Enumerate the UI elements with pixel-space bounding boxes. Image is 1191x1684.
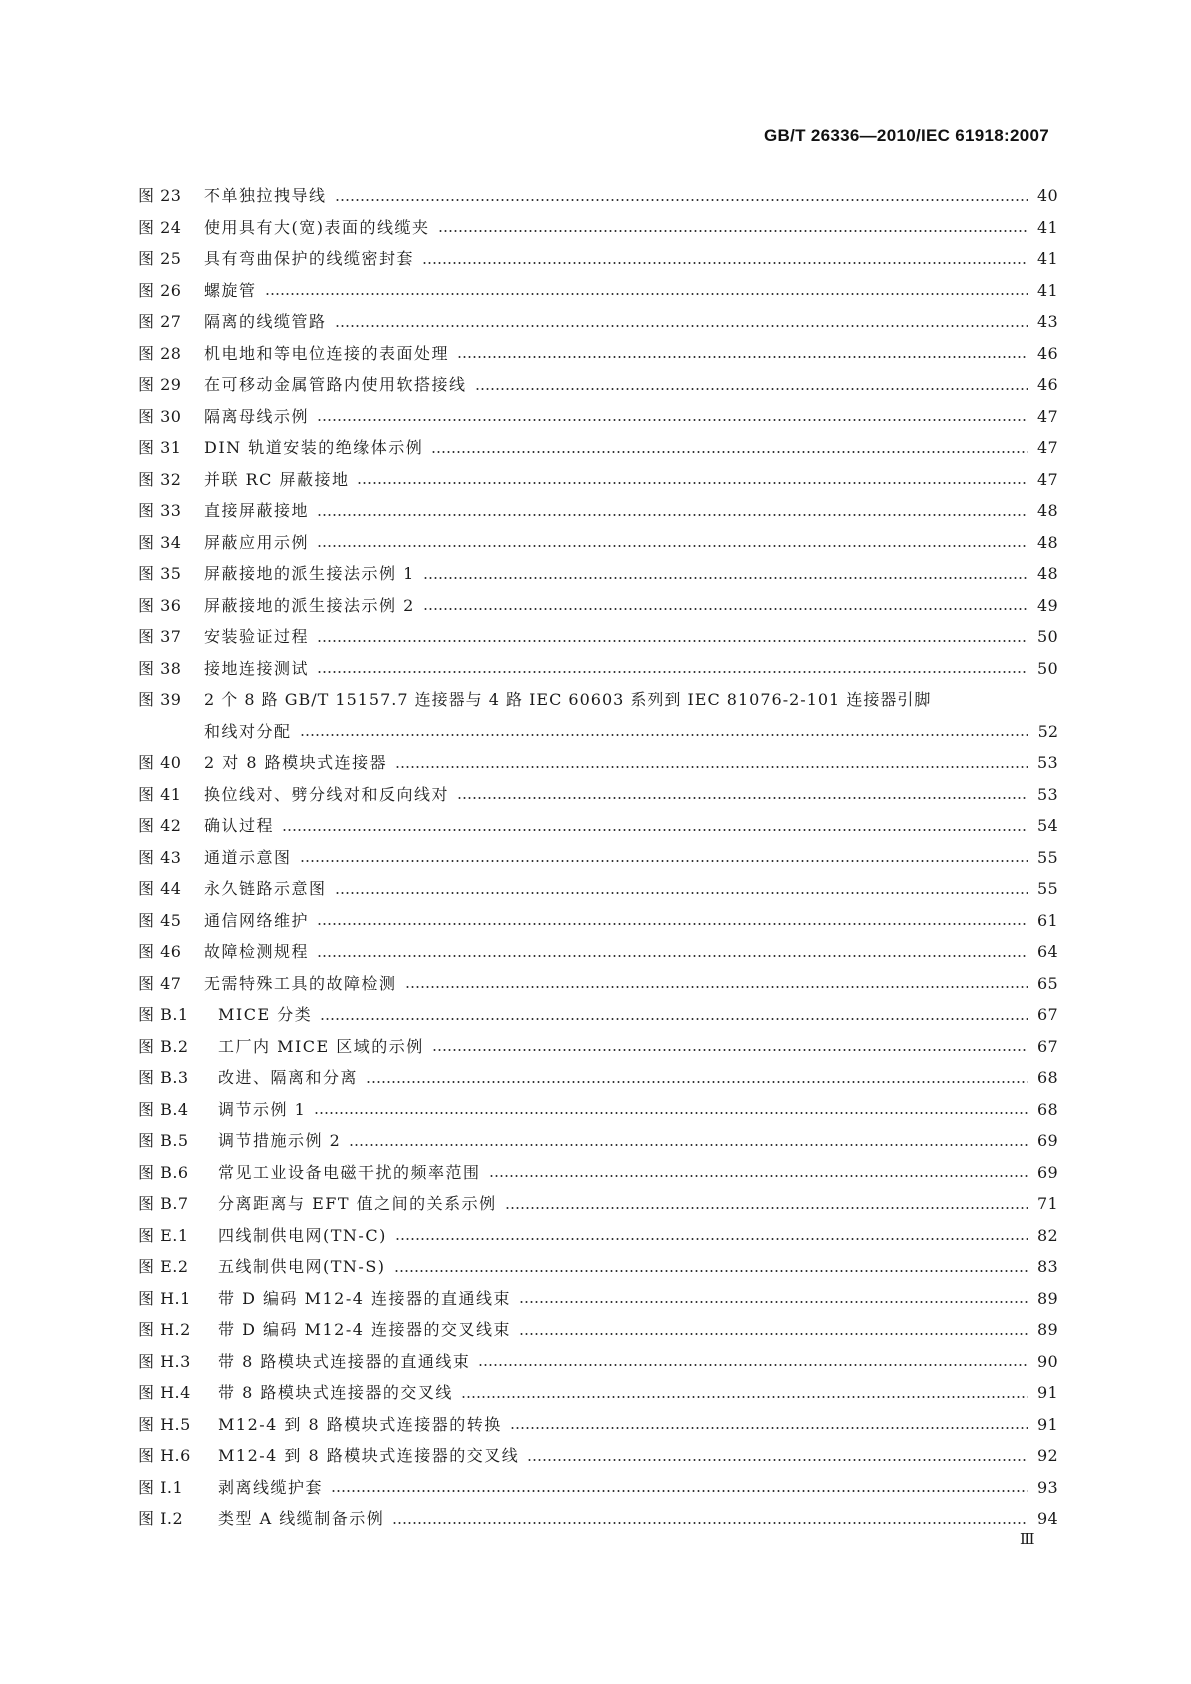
- figure-label: 图 33: [138, 501, 182, 520]
- page-number: 53: [1037, 753, 1058, 772]
- dot-leader: [519, 1301, 1028, 1303]
- figure-title: 永久链路示意图: [204, 879, 327, 898]
- page-number: 48: [1037, 501, 1058, 520]
- figure-title: 屏蔽接地的派生接法示例 1: [204, 564, 415, 583]
- figure-label: 图 26: [138, 280, 182, 300]
- page-number: 49: [1037, 595, 1058, 615]
- toc-entry[interactable]: [138, 558, 1058, 590]
- toc-entry[interactable]: [138, 842, 1058, 874]
- page-number: 50: [1037, 658, 1058, 678]
- page-number: 52: [1037, 721, 1058, 741]
- figure-title: 剥离线缆护套: [218, 1477, 324, 1497]
- figure-title: 直接屏蔽接地: [204, 501, 310, 520]
- figure-title: 调节示例 1: [218, 1099, 307, 1119]
- dot-leader: [300, 734, 1028, 736]
- toc-entry[interactable]: [138, 1409, 1058, 1441]
- toc-entry[interactable]: [138, 810, 1058, 842]
- toc-entry[interactable]: [138, 590, 1058, 622]
- page-number: 91: [1037, 1383, 1058, 1402]
- page-number: 47: [1037, 438, 1058, 457]
- dot-leader: [461, 1396, 1028, 1398]
- figure-title: 在可移动金属管路内使用软搭接线: [204, 375, 467, 394]
- dot-leader: [317, 640, 1028, 642]
- toc-entry[interactable]: [138, 747, 1058, 779]
- dot-leader: [457, 356, 1028, 358]
- figure-label: 图 32: [138, 469, 182, 489]
- toc-entry[interactable]: [138, 779, 1058, 811]
- figure-label: 图 B.1: [138, 1005, 189, 1024]
- toc-entry[interactable]: [138, 180, 1058, 212]
- figure-title: 并联 RC 屏蔽接地: [204, 469, 350, 489]
- dot-leader: [423, 577, 1028, 579]
- figure-title-line1: 2 个 8 路 GB/T 15157.7 连接器与 4 路 IEC 60603 系列到 IEC 81076-2-101 连接器引脚: [204, 690, 932, 709]
- toc-entry[interactable]: [138, 1188, 1058, 1220]
- figure-label: 图 B.4: [138, 1099, 189, 1119]
- page-number: 65: [1037, 973, 1058, 993]
- figure-label: 图 39: [138, 690, 182, 709]
- figure-title: 2 对 8 路模块式连接器: [204, 753, 388, 772]
- figure-label: 图 E.1: [138, 1225, 189, 1245]
- toc-entry[interactable]: [138, 1220, 1058, 1252]
- figure-label: 图 42: [138, 816, 182, 835]
- dot-leader: [300, 860, 1028, 862]
- page-number: 41: [1037, 217, 1058, 237]
- figure-title: 隔离的线缆管路: [204, 312, 327, 331]
- toc-entry[interactable]: [138, 999, 1058, 1031]
- page-number: 64: [1037, 942, 1058, 961]
- toc-entry[interactable]: [138, 968, 1058, 1000]
- toc-entry[interactable]: [138, 873, 1058, 905]
- page-number: 92: [1037, 1446, 1058, 1465]
- page-number: 90: [1037, 1351, 1058, 1371]
- dot-leader: [335, 325, 1028, 327]
- list-of-figures: [138, 180, 1058, 1535]
- page-number: 46: [1037, 375, 1058, 394]
- toc-entry[interactable]: [138, 275, 1058, 307]
- figure-title: 常见工业设备电磁干扰的频率范围: [218, 1162, 481, 1182]
- dot-leader: [314, 1112, 1028, 1114]
- page-number: 53: [1037, 784, 1058, 804]
- figure-label: 图 B.6: [138, 1162, 189, 1182]
- page-number: 91: [1037, 1414, 1058, 1434]
- figure-label: 图 40: [138, 753, 182, 772]
- page-number: 40: [1037, 186, 1058, 205]
- dot-leader: [265, 293, 1028, 295]
- toc-entry[interactable]: [138, 1377, 1058, 1409]
- toc-entry[interactable]: [138, 1157, 1058, 1189]
- page-number: 83: [1037, 1257, 1058, 1276]
- figure-title: 机电地和等电位连接的表面处理: [204, 343, 450, 363]
- dot-leader: [317, 923, 1028, 925]
- figure-title: 无需特殊工具的故障检测: [204, 973, 397, 993]
- figure-title: 五线制供电网(TN-S): [218, 1257, 386, 1276]
- figure-label: 图 B.2: [138, 1036, 189, 1056]
- page-number: 94: [1037, 1509, 1058, 1528]
- dot-leader: [431, 451, 1028, 453]
- page-number: 54: [1037, 816, 1058, 835]
- figure-label: 图 30: [138, 406, 182, 426]
- figure-title: 类型 A 线缆制备示例: [218, 1509, 385, 1528]
- dot-leader: [422, 262, 1028, 264]
- figure-title: 带 D 编码 M12-4 连接器的交叉线束: [218, 1320, 512, 1339]
- page-number: 93: [1037, 1477, 1058, 1497]
- page-number: 69: [1037, 1162, 1058, 1182]
- figure-label: 图 25: [138, 249, 182, 268]
- figure-label: 图 38: [138, 658, 182, 678]
- toc-entry[interactable]: [138, 1346, 1058, 1378]
- page-number: 67: [1037, 1005, 1058, 1024]
- dot-leader: [349, 1144, 1028, 1146]
- dot-leader: [489, 1175, 1028, 1177]
- figure-title: M12-4 到 8 路模块式连接器的转换: [218, 1414, 502, 1434]
- dot-leader: [519, 1333, 1028, 1335]
- toc-entry[interactable]: [138, 527, 1058, 559]
- figure-label: 图 H.5: [138, 1414, 191, 1434]
- dot-leader: [527, 1459, 1028, 1461]
- figure-label: 图 46: [138, 942, 182, 961]
- page-number: 61: [1037, 910, 1058, 930]
- figure-title: 安装验证过程: [204, 627, 310, 646]
- toc-entry[interactable]: [138, 401, 1058, 433]
- figure-label: 图 E.2: [138, 1257, 189, 1276]
- toc-entry[interactable]: [138, 432, 1058, 464]
- page-number: 41: [1037, 249, 1058, 268]
- figure-title: 使用具有大(宽)表面的线缆夹: [204, 217, 430, 237]
- figure-label: 图 41: [138, 784, 182, 804]
- dot-leader: [317, 955, 1028, 957]
- toc-entry[interactable]: [138, 1125, 1058, 1157]
- figure-label: 图 31: [138, 438, 182, 457]
- toc-entry[interactable]: [138, 1503, 1058, 1535]
- figure-label: 图 H.1: [138, 1288, 191, 1308]
- figure-label: 图 H.3: [138, 1351, 191, 1371]
- page-number: 68: [1037, 1068, 1058, 1087]
- dot-leader: [317, 514, 1028, 516]
- dot-leader: [423, 608, 1028, 610]
- page-number: 82: [1037, 1225, 1058, 1245]
- figure-label: 图 I.1: [138, 1477, 184, 1497]
- page-number: 89: [1037, 1320, 1058, 1339]
- figure-title: 调节措施示例 2: [218, 1131, 342, 1150]
- figure-title: 带 8 路模块式连接器的直通线束: [218, 1351, 471, 1371]
- toc-entry[interactable]: [138, 905, 1058, 937]
- figure-title: 不单独拉拽导线: [204, 186, 327, 205]
- toc-entry[interactable]: [138, 1094, 1058, 1126]
- toc-entry[interactable]: [138, 653, 1058, 685]
- figure-label: 图 36: [138, 595, 182, 615]
- figure-title: 隔离母线示例: [204, 406, 310, 426]
- figure-title: 螺旋管: [204, 280, 257, 300]
- figure-label: 图 B.7: [138, 1194, 189, 1213]
- figure-title: 确认过程: [204, 816, 275, 835]
- dot-leader: [475, 388, 1028, 390]
- figure-title: 改进、隔离和分离: [218, 1068, 359, 1087]
- page-footer-number: Ⅲ: [1020, 1530, 1034, 1548]
- dot-leader: [317, 419, 1028, 421]
- figure-title: MICE 分类: [218, 1005, 313, 1024]
- page-number: 41: [1037, 280, 1058, 300]
- dot-leader: [282, 829, 1028, 831]
- figure-label: 图 27: [138, 312, 182, 331]
- page-number: 71: [1037, 1194, 1058, 1213]
- figure-label: 图 B.3: [138, 1068, 189, 1087]
- toc-entry[interactable]: [138, 1031, 1058, 1063]
- page-number: 89: [1037, 1288, 1058, 1308]
- figure-label: 图 34: [138, 532, 182, 552]
- dot-leader: [505, 1207, 1028, 1209]
- dot-leader: [438, 230, 1029, 232]
- dot-leader: [457, 797, 1028, 799]
- dot-leader: [432, 1049, 1028, 1051]
- figure-label: 图 37: [138, 627, 182, 646]
- toc-entry[interactable]: [138, 1314, 1058, 1346]
- page-number: 55: [1037, 847, 1058, 867]
- page-number: 55: [1037, 879, 1058, 898]
- figure-label: 图 43: [138, 847, 182, 867]
- dot-leader: [392, 1522, 1028, 1524]
- figure-label: 图 44: [138, 879, 182, 898]
- toc-entry[interactable]: [138, 1062, 1058, 1094]
- figure-title: 带 8 路模块式连接器的交叉线: [218, 1383, 453, 1402]
- dot-leader: [478, 1364, 1028, 1366]
- figure-title: 具有弯曲保护的线缆密封套: [204, 249, 415, 268]
- figure-title: 换位线对、劈分线对和反向线对: [204, 784, 450, 804]
- page-number: 48: [1037, 564, 1058, 583]
- dot-leader: [320, 1018, 1028, 1020]
- figure-title: 工厂内 MICE 区域的示例: [218, 1036, 424, 1056]
- figure-label: 图 47: [138, 973, 182, 993]
- figure-label: 图 24: [138, 217, 182, 237]
- page-number: 47: [1037, 406, 1058, 426]
- page-number: 46: [1037, 343, 1058, 363]
- figure-label: 图 28: [138, 343, 182, 363]
- figure-label: 图 29: [138, 375, 182, 394]
- page-number: 50: [1037, 627, 1058, 646]
- dot-leader: [394, 1270, 1028, 1272]
- page-number: 43: [1037, 312, 1058, 331]
- figure-label: 图 H.6: [138, 1446, 191, 1465]
- toc-entry[interactable]: [138, 369, 1058, 401]
- figure-label: 图 35: [138, 564, 182, 583]
- toc-entry[interactable]: [138, 1440, 1058, 1472]
- figure-title: 接地连接测试: [204, 658, 310, 678]
- dot-leader: [405, 986, 1028, 988]
- page-number: 68: [1037, 1099, 1058, 1119]
- figure-title: DIN 轨道安装的绝缘体示例: [204, 438, 424, 457]
- toc-entry[interactable]: [138, 936, 1058, 968]
- toc-entry[interactable]: [138, 1283, 1058, 1315]
- page-number: 69: [1037, 1131, 1058, 1150]
- figure-title: 带 D 编码 M12-4 连接器的直通线束: [218, 1288, 512, 1308]
- dot-leader: [357, 482, 1028, 484]
- figure-label: 图 H.2: [138, 1320, 191, 1339]
- figure-label: 图 I.2: [138, 1509, 184, 1528]
- dot-leader: [317, 545, 1028, 547]
- standard-code-header: GB/T 26336—2010/IEC 61918:2007: [764, 126, 1049, 145]
- toc-entry[interactable]: [138, 212, 1058, 244]
- toc-entry-multiline[interactable]: [138, 684, 1058, 747]
- toc-entry[interactable]: [138, 1472, 1058, 1504]
- page-number: 47: [1037, 469, 1058, 489]
- dot-leader: [317, 671, 1028, 673]
- dot-leader: [335, 199, 1028, 201]
- figure-title: 通道示意图: [204, 847, 292, 867]
- figure-title: 分离距离与 EFT 值之间的关系示例: [218, 1194, 497, 1213]
- figure-title-line2: 和线对分配: [204, 721, 292, 741]
- dot-leader: [366, 1081, 1028, 1083]
- page-number: 48: [1037, 532, 1058, 552]
- figure-title: 四线制供电网(TN-C): [218, 1225, 387, 1245]
- toc-entry[interactable]: [138, 243, 1058, 275]
- toc-entry[interactable]: [138, 495, 1058, 527]
- figure-label: 图 23: [138, 186, 182, 205]
- toc-entry[interactable]: [138, 338, 1058, 370]
- dot-leader: [510, 1427, 1028, 1429]
- figure-label: 图 H.4: [138, 1383, 191, 1402]
- figure-title: 屏蔽应用示例: [204, 532, 310, 552]
- toc-entry[interactable]: [138, 306, 1058, 338]
- figure-title: M12-4 到 8 路模块式连接器的交叉线: [218, 1446, 520, 1465]
- dot-leader: [395, 766, 1028, 768]
- dot-leader: [395, 1238, 1028, 1240]
- figure-title: 屏蔽接地的派生接法示例 2: [204, 595, 415, 615]
- figure-label: 图 B.5: [138, 1131, 189, 1150]
- figure-title: 故障检测规程: [204, 942, 310, 961]
- toc-entry[interactable]: [138, 1251, 1058, 1283]
- dot-leader: [331, 1490, 1028, 1492]
- figure-label: 图 45: [138, 910, 182, 930]
- dot-leader: [335, 892, 1028, 894]
- toc-entry[interactable]: [138, 621, 1058, 653]
- toc-entry[interactable]: [138, 464, 1058, 496]
- page-number: 67: [1037, 1036, 1058, 1056]
- figure-title: 通信网络维护: [204, 910, 310, 930]
